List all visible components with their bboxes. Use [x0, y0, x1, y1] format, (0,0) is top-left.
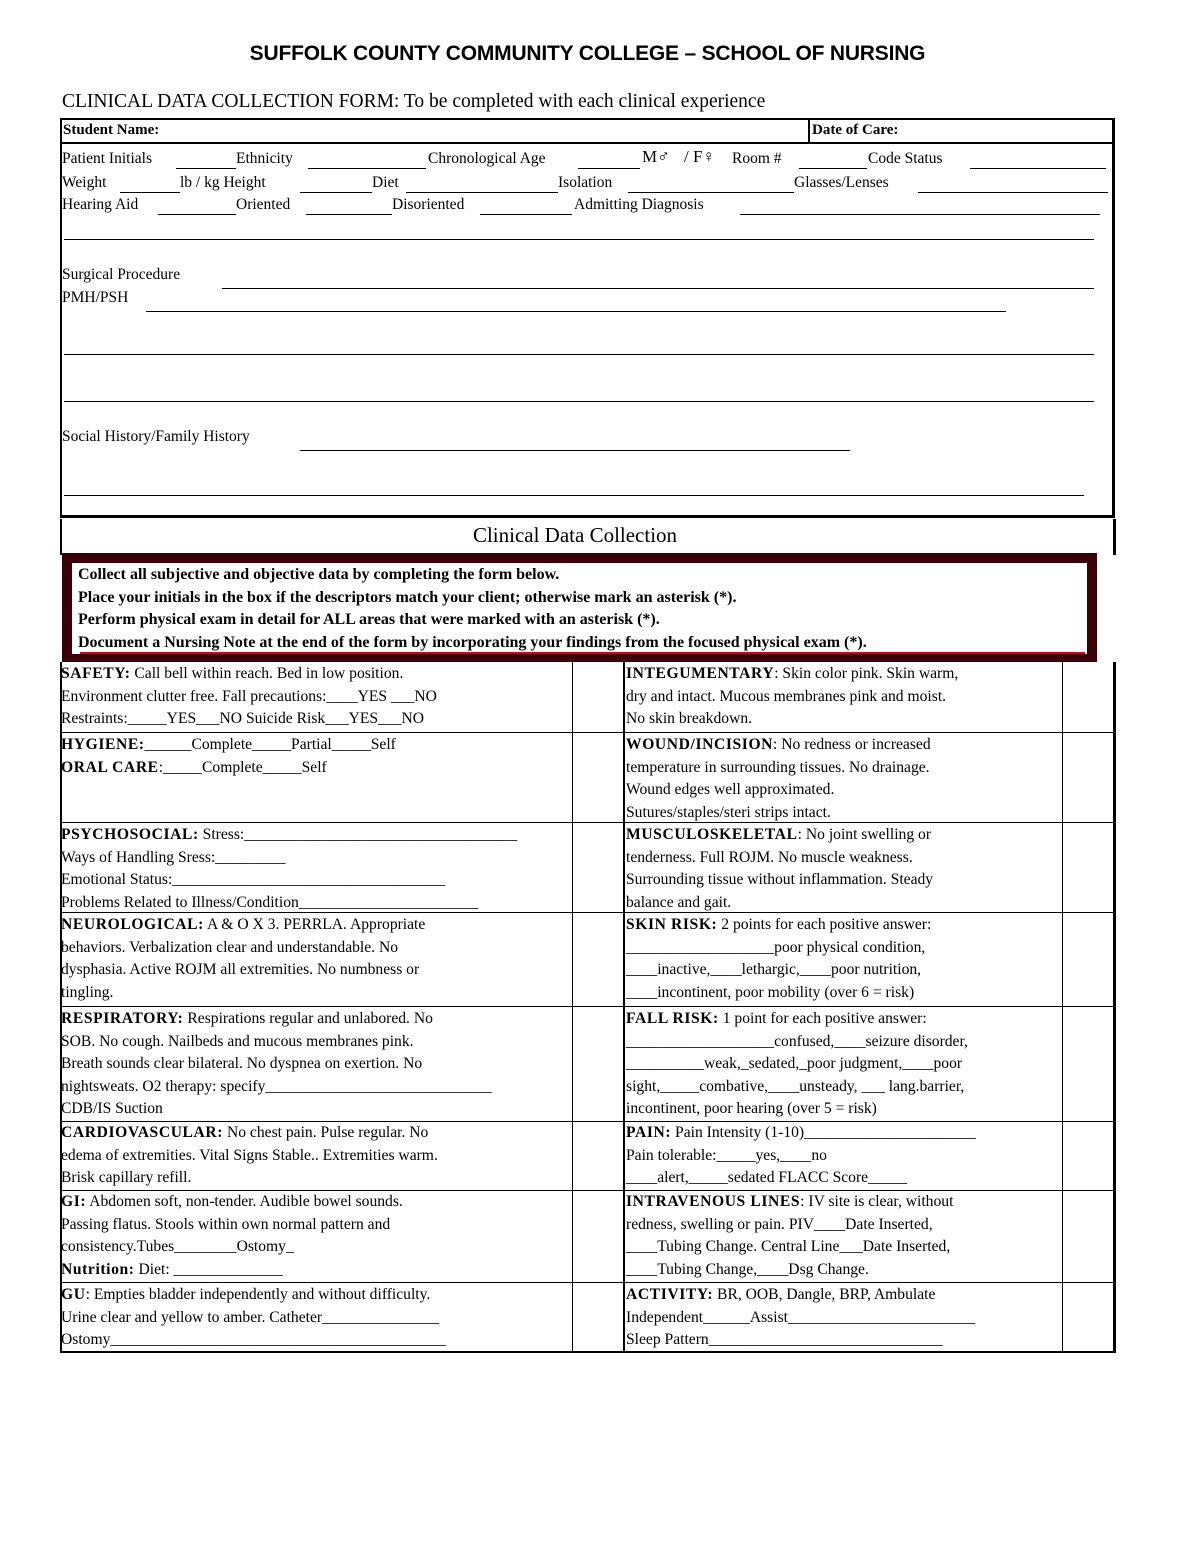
- activity-cell: [626, 1284, 975, 1352]
- fall-risk-line-5: incontinent, poor hearing (over 5 = risk): [626, 1100, 877, 1117]
- instruction-4: Document a Nursing Note at the end of the form by incorporating your findings from the focused physical exam (*).: [78, 634, 867, 651]
- admitting-diagnosis-label: Admitting Diagnosis: [574, 196, 704, 213]
- respiratory-line-4: nightsweats. O2 therapy: specify_____________________________: [61, 1077, 492, 1095]
- social-history-label: Social History/Family History: [62, 428, 250, 445]
- gu-cell: [61, 1284, 446, 1352]
- female-symbol[interactable]: / F♀: [684, 147, 716, 166]
- hygiene-heading: HYGIENE:: [61, 736, 145, 753]
- row-divider: [808, 120, 810, 142]
- instructions-inner: [72, 563, 1087, 654]
- wound-incision-heading: WOUND/INCISION: [626, 736, 774, 753]
- pain-line-2: Pain tolerable:_____yes,____no: [626, 1146, 827, 1164]
- wound-incision-line-3: Wound edges well approximated.: [626, 781, 835, 798]
- assessment-grid: [60, 662, 1116, 1353]
- ethnicity-label: Ethnicity: [236, 150, 293, 167]
- neurological-line-2: behaviors. Verbalization clear and understandable. No: [61, 938, 399, 956]
- instructions-box: [62, 553, 1097, 662]
- intravenous-lines-line-2: redness, swelling or pain. PIV____Date Inserted,: [626, 1215, 933, 1233]
- admitting-diagnosis-field[interactable]: [740, 214, 1100, 215]
- weight-label: Weight: [62, 174, 107, 191]
- wound-incision-cell: [626, 734, 931, 824]
- intravenous-lines-line-3: ____Tubing Change. Central Line___Date Inserted,: [626, 1238, 951, 1255]
- skin-risk-line-1: 2 points for each positive answer:: [717, 916, 932, 933]
- skin-risk-heading: SKIN RISK:: [626, 916, 718, 933]
- height-label: lb / kg Height: [180, 174, 266, 191]
- cardiovascular-line-2: edema of extremities. Vital Signs Stable.. Extremities warm.: [61, 1146, 438, 1164]
- respiratory-heading: RESPIRATORY:: [61, 1010, 184, 1027]
- pmh-psh-field[interactable]: [146, 311, 1006, 312]
- skin-risk-line-4: ____incontinent, poor mobility (over 6 = risk): [626, 983, 915, 1001]
- fall-risk-line-1: 1 point for each positive answer:: [718, 1010, 927, 1027]
- disoriented-label: Disoriented: [392, 196, 465, 213]
- admitting-diagnosis-line-2[interactable]: [64, 239, 1094, 240]
- age-field[interactable]: [578, 168, 640, 169]
- wound-incision-line-2: temperature in surrounding tissues. No drainage.: [626, 758, 930, 776]
- integumentary-heading: INTEGUMENTARY: [626, 665, 775, 682]
- hygiene-line-1: ______Complete_____Partial_____Self: [144, 736, 396, 753]
- social-history-field[interactable]: [300, 450, 850, 451]
- grid-initials-col-left: [572, 662, 573, 1353]
- oral-care-line: :_____Complete_____Self: [158, 758, 327, 776]
- psychosocial-line-1: Stress:___________________________________: [198, 826, 518, 843]
- integumentary-line-2: dry and intact. Mucous membranes pink and moist.: [626, 687, 947, 705]
- patient-initials-label: Patient Initials: [62, 150, 152, 167]
- fall-risk-cell: [626, 1008, 968, 1121]
- row-divider-1: [60, 732, 1116, 733]
- cardiovascular-line-1: No chest pain. Pulse regular. No: [223, 1124, 429, 1141]
- integumentary-line-3: No skin breakdown.: [626, 710, 753, 727]
- musculoskeletal-cell: [626, 824, 933, 914]
- room-label: Room #: [732, 150, 782, 167]
- row-divider-4: [60, 1006, 1116, 1007]
- activity-line-3: Sleep Pattern______________________________: [626, 1331, 943, 1348]
- nutrition-line: Diet: ______________: [134, 1260, 283, 1278]
- male-symbol[interactable]: M♂: [642, 147, 670, 166]
- oral-care-heading: ORAL CARE: [61, 758, 159, 776]
- skin-risk-line-3: ____inactive,____lethargic,____poor nutrition,: [626, 961, 922, 978]
- fall-risk-heading: FALL RISK:: [626, 1010, 719, 1027]
- musculoskeletal-line-3: Surrounding tissue without inflammation. Steady: [626, 871, 934, 888]
- oriented-field[interactable]: [306, 214, 392, 215]
- weight-field[interactable]: [120, 192, 180, 193]
- instruction-2: Place your initials in the box if the descriptors match your client; otherwise mark an asterisk (*).: [78, 589, 737, 606]
- cardiovascular-line-3: Brisk capillary refill.: [61, 1169, 192, 1186]
- neurological-line-3: dysphasia. Active ROJM all extremities. No numbness or: [61, 961, 420, 978]
- glasses-field[interactable]: [918, 192, 1108, 193]
- hearing-aid-label: Hearing Aid: [62, 196, 139, 213]
- gu-line-2: Urine clear and yellow to amber. Catheter_______________: [61, 1308, 440, 1326]
- room-field[interactable]: [799, 168, 867, 169]
- nutrition-heading: Nutrition:: [61, 1260, 135, 1278]
- wound-incision-line-4: Sutures/staples/steri strips intact.: [626, 803, 831, 821]
- neurological-heading: NEUROLOGICAL:: [61, 916, 204, 933]
- instruction-3: Perform physical exam in detail for ALL areas that were marked with an asterisk (*).: [78, 611, 660, 628]
- college-title: SUFFOLK COUNTY COMMUNITY COLLEGE – SCHOOL OF NURSING: [249, 42, 926, 65]
- activity-line-2: Independent______Assist________________________: [626, 1308, 976, 1326]
- grid-right-border: [1113, 662, 1116, 1353]
- hearing-aid-field[interactable]: [158, 214, 236, 215]
- fall-risk-line-3: __________weak,_sedated,_poor judgment,____poor: [626, 1055, 963, 1072]
- social-history-line-2[interactable]: [64, 495, 1084, 496]
- pain-heading: PAIN:: [626, 1124, 672, 1141]
- skin-risk-cell: [626, 914, 931, 1004]
- isolation-label: Isolation: [558, 174, 613, 191]
- respiratory-line-2: SOB. No cough. Nailbeds and mucous membranes pink.: [61, 1032, 414, 1050]
- gi-line-3: consistency.Tubes________Ostomy_: [61, 1238, 294, 1255]
- student-row: [62, 120, 1112, 144]
- gi-heading: GI:: [61, 1193, 87, 1210]
- instruction-underline: [80, 652, 1085, 654]
- skin-risk-line-2: ___________________poor physical condition,: [626, 938, 926, 956]
- gu-heading: GU: [61, 1286, 86, 1303]
- respiratory-line-1: Respirations regular and unlabored. No: [183, 1010, 433, 1027]
- fall-risk-line-2: ___________________confused,____seizure disorder,: [626, 1032, 968, 1050]
- form-subtitle: CLINICAL DATA COLLECTION FORM: To be completed with each clinical experience: [62, 91, 766, 112]
- neurological-line-1: A & O X 3. PERRLA. Appropriate: [203, 916, 426, 933]
- gi-line-2: Passing flatus. Stools within own normal pattern and: [61, 1215, 391, 1233]
- hygiene-cell: [61, 734, 396, 779]
- pmh-psh-line-3[interactable]: [64, 401, 1094, 402]
- safety-line-3: Restraints:_____YES___NO Suicide Risk___YES___NO: [61, 710, 424, 727]
- oriented-label: Oriented: [236, 196, 291, 213]
- intravenous-lines-heading: INTRAVENOUS LINES: [626, 1193, 801, 1210]
- musculoskeletal-line-4: balance and gait.: [626, 893, 732, 911]
- safety-line-2: Environment clutter free. Fall precautions:____YES ___NO: [61, 687, 437, 705]
- code-status-field[interactable]: [970, 168, 1106, 169]
- code-status-label: Code Status: [868, 150, 943, 167]
- psychosocial-line-4: Problems Related to Illness/Condition_______________________: [61, 893, 479, 911]
- height-field[interactable]: [300, 192, 372, 193]
- pain-line-1: Pain Intensity (1-10)______________________: [671, 1124, 976, 1141]
- safety-heading: SAFETY:: [61, 665, 131, 682]
- activity-line-1: BR, OOB, Dangle, BRP, Ambulate: [713, 1286, 936, 1303]
- surgical-procedure-label: Surgical Procedure: [62, 266, 181, 283]
- glasses-label: Glasses/Lenses: [794, 174, 889, 191]
- integumentary-line-1: : Skin color pink. Skin warm,: [774, 665, 959, 682]
- surgical-procedure-field[interactable]: [222, 288, 1094, 289]
- section-title: Clinical Data Collection: [472, 523, 678, 547]
- psychosocial-line-2: Ways of Handling Sress:_________: [61, 848, 286, 866]
- pain-line-3: ____alert,_____sedated FLACC Score_____: [626, 1169, 908, 1186]
- ethnicity-field[interactable]: [308, 168, 426, 169]
- grid-mid-border: [623, 662, 625, 1353]
- psychosocial-heading: PSYCHOSOCIAL:: [61, 826, 199, 843]
- safety-line-1: Call bell within reach. Bed in low position.: [130, 665, 404, 682]
- cardiovascular-heading: CARDIOVASCULAR:: [61, 1124, 224, 1141]
- psychosocial-line-3: Emotional Status:___________________________________: [61, 871, 446, 888]
- integumentary-cell: [626, 663, 958, 731]
- row-divider-7: [60, 1282, 1116, 1283]
- patient-initials-field[interactable]: [176, 168, 236, 169]
- respiratory-cell: [61, 1008, 492, 1121]
- chronological-age-label: Chronological Age: [428, 150, 546, 167]
- disoriented-field[interactable]: [480, 214, 572, 215]
- date-of-care-label: Date of Care:: [812, 122, 899, 138]
- respiratory-line-5: CDB/IS Suction: [61, 1100, 163, 1117]
- patient-info-box: [60, 118, 1115, 518]
- intravenous-lines-line-1: : IV site is clear, without: [800, 1193, 954, 1210]
- gu-line-1: : Empties bladder independently and without difficulty.: [85, 1286, 431, 1303]
- intravenous-lines-cell: [626, 1191, 953, 1281]
- neurological-line-4: tingling.: [61, 983, 114, 1001]
- pmh-psh-line-2[interactable]: [64, 354, 1094, 355]
- grid-initials-col-right: [1062, 662, 1063, 1353]
- musculoskeletal-heading: MUSCULOSKELETAL: [626, 826, 798, 843]
- isolation-field[interactable]: [628, 192, 794, 193]
- psychosocial-cell: [61, 824, 517, 914]
- intravenous-lines-line-4: ____Tubing Change,____Dsg Change.: [626, 1260, 869, 1278]
- respiratory-line-3: Breath sounds clear bilateral. No dyspnea on exertion. No: [61, 1055, 423, 1072]
- gi-cell: [61, 1191, 403, 1281]
- wound-incision-line-1: : No redness or increased: [773, 736, 931, 753]
- fall-risk-line-4: sight,_____combative,____unsteady, ___ lang.barrier,: [626, 1077, 965, 1095]
- activity-heading: ACTIVITY:: [626, 1286, 714, 1303]
- student-name-label: Student Name:: [63, 122, 160, 138]
- pmh-psh-label: PMH/PSH: [62, 289, 129, 306]
- pain-cell: [626, 1122, 976, 1190]
- safety-cell: [61, 663, 437, 731]
- musculoskeletal-line-2: tenderness. Full ROJM. No muscle weakness.: [626, 848, 913, 866]
- gi-line-1: Abdomen soft, non-tender. Audible bowel sounds.: [86, 1193, 403, 1210]
- row-divider-2: [60, 822, 1116, 823]
- musculoskeletal-line-1: : No joint swelling or: [797, 826, 932, 843]
- diet-label: Diet: [372, 174, 399, 191]
- neurological-cell: [61, 914, 425, 1004]
- diet-field[interactable]: [406, 192, 558, 193]
- cardiovascular-cell: [61, 1122, 438, 1190]
- instruction-1: Collect all subjective and objective data by completing the form below.: [78, 566, 560, 583]
- gu-line-3: Ostomy___________________________________________: [61, 1331, 446, 1348]
